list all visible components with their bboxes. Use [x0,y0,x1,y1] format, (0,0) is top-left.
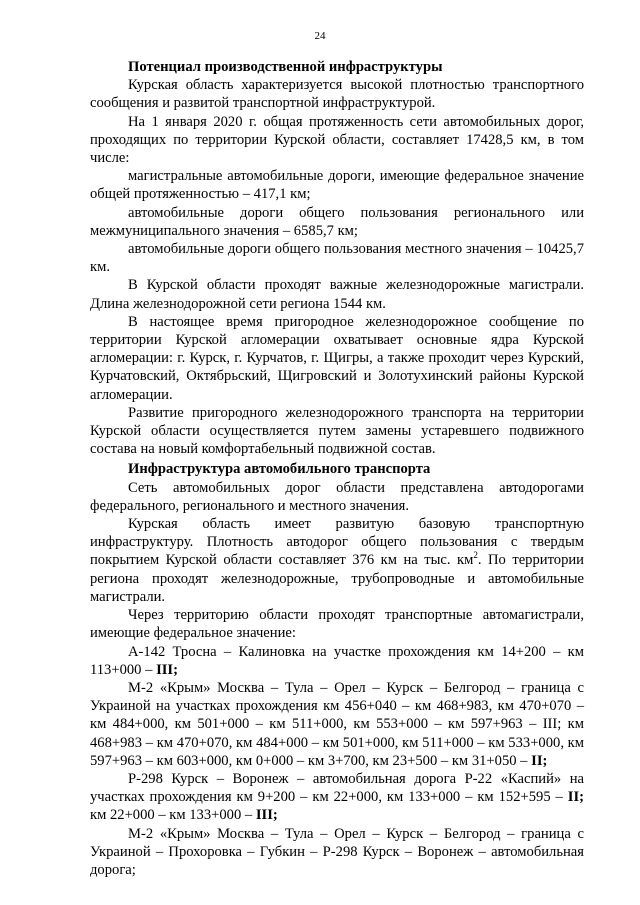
road-category: III; [255,807,278,824]
paragraph: В настоящее время пригородное железнодорожное сообщение по территории Курской агломерации охватывает основные ядра Курской агломерации: г. Курск, г. Курчатов, г. Щигры, а также проходит через Курский, Курчатовский, Октябрьский, Щигровский и Золотухинский районы Курской агломерации. [90,313,584,403]
road-entry [90,643,584,679]
road-text: км 22+000 – км 133+000 – [90,807,256,824]
paragraph: Развитие пригородного железнодорожного транспорта на территории Курской области осуществляется путем замены устаревшего подвижного состава на новый комфортабельный подвижной состав. [90,404,584,458]
road-entry [90,679,584,770]
road-entry: М-2 «Крым» Москва – Тула – Орел – Курск – Белгород – граница с Украиной – Прохоровка – Губкин – Р-298 Курск – Воронеж – автомобильная дорога; [90,825,584,878]
page-number: 24 [314,30,326,42]
road-category: II; [531,752,548,769]
paragraph: Курская область характеризуется высокой плотностью транспортного сообщения и развитой транспортной инфраструктурой. [90,77,584,112]
road-text: Р-298 Курск – Воронеж – автомобильная дорога Р-22 «Каспий» на участках прохождения км 9+200 – км 22+000, км 133+000 – км 152+595 – [90,770,584,806]
paragraph: В Курской области проходят важные железнодорожные магистрали. Длина железнодорожной сети региона 1544 км. [90,277,584,312]
paragraph-text: Курская область имеет развитую базовую транспортную инфраструктуру. Плотность автодорог общего пользования с твердым покрытием Курской области составляет 376 км на тыс. км [90,516,584,569]
paragraph: Через территорию области проходят транспортные автомагистрали, имеющие федеральное значение: [90,607,584,642]
paragraph: На 1 января 2020 г. общая протяженность сети автомобильных дорог, проходящих по территории Курской области, составляет 17428,5 км, в том числе: [90,113,584,167]
paragraph: автомобильные дороги общего пользования местного значения – 10425,7 км. [90,241,584,276]
road-text: А-142 Тросна – Калиновка на участке прохождения км 14+200 – км 113+000 – [90,643,584,678]
paragraph [90,515,584,606]
section-heading-infrastructure: Потенциал производственной инфраструктуры [128,59,443,75]
document-body [90,58,584,879]
road-category: II; [567,789,584,806]
superscript: 2 [473,550,478,561]
section-heading-road-transport: Инфраструктура автомобильного транспорта [128,461,431,478]
paragraph: автомобильные дороги общего пользования регионального или межмуниципального значения – 6585,7 км; [90,204,584,239]
road-category: III; [156,661,178,678]
road-entry [90,770,584,825]
paragraph: Сеть автомобильных дорог области представлена автодорогами федерального, регионального и местного значения. [90,479,584,514]
paragraph-text: . По территории региона проходят железнодорожные, трубопроводные и автомобильные магистрали. [90,552,584,605]
road-text: М-2 «Крым» Москва – Тула – Орел – Курск – Белгород – граница с Украиной на участках прохождения км 456+040 – км 468+983, км 470+070 – км 484+000, км 501+000 – км 511+000, км 553+000 – км 597+963 – III; км 468+983 – км 470+070, км 484+000 – км 501+000, км 511+000 – км 533+000, км 597+963 – км 603+000, км 0+000 – км 3+700, км 23+500 – км 31+050 – [90,679,584,769]
paragraph: магистральные автомобильные дороги, имеющие федеральное значение общей протяженностью – 417,1 км; [90,168,584,203]
